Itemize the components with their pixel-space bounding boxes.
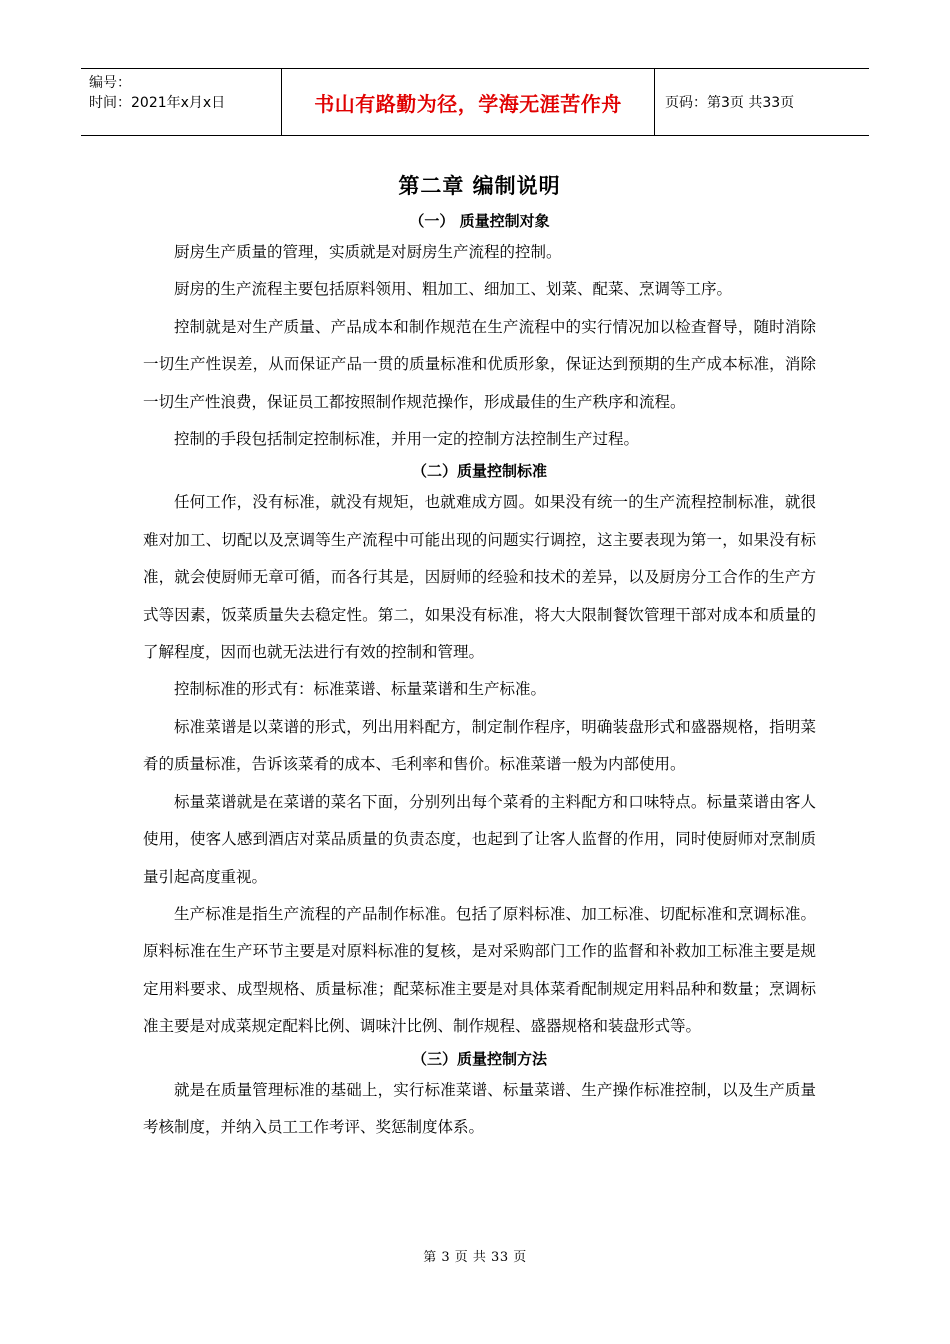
page-footer: 第 3 页 共 33 页 [423, 1250, 527, 1265]
paragraph: 控制的手段包括制定控制标准，并用一定的控制方法控制生产过程。 [174, 430, 640, 449]
section-title: （一） 质量控制对象 [409, 212, 550, 230]
section-title: （二）质量控制标准 [411, 462, 547, 481]
paragraph: 控制标准的形式有：标准菜谱、标量菜谱和生产标准。 [174, 680, 547, 699]
paragraph: 厨房的生产流程主要包括原料领用、粗加工、细加工、划菜、配菜、烹调等工序。 [174, 280, 733, 299]
chapter-title: 第二章 编制说明 [398, 174, 561, 198]
page-header [81, 68, 869, 136]
number-label: 编号： [89, 75, 131, 91]
paragraph: 就是在质量管理标准的基础上，实行标准菜谱、标量菜谱、生产操作标准控制，以及生产质量考核制度，并纳入员工工作考评、奖惩制度体系。 [143, 1080, 816, 1136]
paragraph: 标准菜谱是以菜谱的形式，列出用料配方，制定制作程序，明确装盘形式和盛器规格，指明菜肴的质量标准，告诉该菜肴的成本、毛利率和售价。标准菜谱一般为内部使用。 [143, 717, 816, 774]
document-body [143, 164, 816, 1146]
paragraph: 控制就是对生产质量、产品成本和制作规范在生产流程中的实行情况加以检查督导，随时消除一切生产性误差，从而保证产品一贯的质量标准和优质形象，保证达到预期的生产成本标准，消除一切生产性浪费，保证员工都按照制作规范操作，形成最佳的生产秩序和流程。 [143, 317, 816, 411]
paragraph: 厨房生产质量的管理，实质就是对厨房生产流程的控制。 [174, 243, 562, 261]
header-page-info: 页码：第3页 共33页 [665, 95, 795, 111]
paragraph: 任何工作，没有标准，就没有规矩，也就难成方圆。如果没有统一的生产流程控制标准，就很难对加工、切配以及烹调等生产流程中可能出现的问题实行调控，这主要表现为第一，如果没有标准，就会使厨师无章可循，而各行其是，因厨师的经验和技术的差异，以及厨房分工合作的生产方式等因素，饭菜质量失去稳定性。第二，如果没有标准，将大大限制餐饮管理干部对成本和质量的了解程度，因而也就无法进行有效的控制和管理。 [143, 493, 816, 662]
header-motto: 书山有路勤为径，学海无涯苦作舟 [282, 69, 655, 135]
paragraph: 生产标准是指生产流程的产品制作标准。包括了原料标准、加工标准、切配标准和烹调标准。原料标准在生产环节主要是对原料标准的复核，是对采购部门工作的监督和补救加工标准主要是规定用料要求、成型规格、质量标准；配菜标准主要是对具体菜肴配制规定用料品种和数量；烹调标准主要是对成菜规定配料比例、调味汁比例、制作规程、盛器规格和装盘形式等。 [143, 904, 816, 1036]
header-meta [81, 69, 282, 135]
paragraph: 标量菜谱就是在菜谱的菜名下面，分别列出每个菜肴的主料配方和口味特点。标量菜谱由客人使用，使客人感到酒店对菜品质量的负责态度，也起到了让客人监督的作用，同时使厨师对烹制质量引起高度重视。 [143, 792, 816, 886]
time-label: 时间：2021年x月x日 [89, 95, 226, 111]
section-title: （三）质量控制方法 [411, 1049, 547, 1068]
